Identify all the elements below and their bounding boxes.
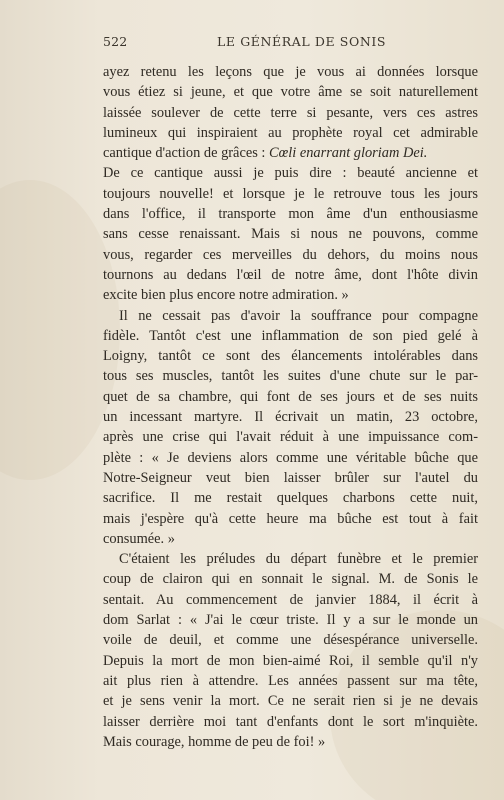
text-line: plète : « Je deviens alors comme une véritable bûche que xyxy=(103,449,478,466)
text-line: vous, regarder ces merveilles du dehors, du moins nous xyxy=(103,246,478,263)
text-line: consumée. » xyxy=(103,530,175,547)
text-line: Notre-Seigneur veut bien laisser brûler sur l'autel du xyxy=(103,469,478,486)
text-line: Loigny, tantôt ce sont des élancements intolérables dans xyxy=(103,348,478,365)
text-segment: cantique d'action de grâces : xyxy=(103,145,266,162)
text-line: ait plus rien à attendre. Les années passent sur ma tête, xyxy=(103,672,478,689)
text-line: De ce cantique aussi je puis dire : beauté ancienne et xyxy=(103,165,478,182)
text-line: coup de clairon qui en sonnait le signal. M. de Sonis le xyxy=(103,571,478,588)
text-line: sans cesse renaissant. Mais si nous ne pouvons, comme xyxy=(103,226,478,243)
text-line: Il ne cessait pas d'avoir la souffrance pour compagne xyxy=(119,307,478,324)
page-header xyxy=(103,34,478,50)
page-number: 522 xyxy=(103,34,128,49)
paragraph-suffering xyxy=(103,306,478,550)
text-line: fidèle. Tantôt c'est une inflammation de son pied gelé à xyxy=(103,327,478,344)
paper-stain xyxy=(0,180,120,480)
text-line: tous ses muscles, tantôt les suites d'une chute sur le par- xyxy=(103,368,478,385)
text-line: Mais courage, homme de peu de foi! » xyxy=(103,733,326,750)
text-line: dom Sarlat : « J'ai le cœur triste. Il y a sur le monde un xyxy=(103,612,478,629)
text-line: mais j'espère qu'à cette heure ma bûche est tout à fait xyxy=(103,510,478,527)
text-line: quet de sa chambre, qui font de ses jours et de ses nuits xyxy=(103,388,478,405)
text-line: après une crise qui l'avait réduit à une impuissance com- xyxy=(103,429,478,446)
text-line: dans l'office, il transporte mon âme d'un enthousiasme xyxy=(103,206,478,223)
text-line: un incessant martyre. Il écrivait un matin, 23 octobre, xyxy=(103,409,478,426)
text-line: tournons au dedans l'œil de notre âme, dont l'hôte divin xyxy=(103,266,478,283)
text-line: laisser derrière moi tant d'enfants dont le sort m'inquiète. xyxy=(103,713,478,730)
text-line xyxy=(103,143,478,163)
text-line: et je sens venir la mort. Ce ne serait rien si je ne devais xyxy=(103,693,478,710)
text-line: vous étiez si jeune, et que votre âme se soit naturellement xyxy=(103,84,478,101)
text-line: sentait. Au commencement de janvier 1884, il écrit à xyxy=(103,591,478,608)
text-line: ayez retenu les leçons que je vous ai données lorsque xyxy=(103,64,478,80)
text-line: lumineux qui inspiraient au prophète royal cet admirable xyxy=(103,124,478,141)
text-line: voile de deuil, et comme une désespérance universelle. xyxy=(103,632,478,649)
running-title: LE GÉNÉRAL DE SONIS xyxy=(217,34,387,49)
text-line: excite bien plus encore notre admiration. » xyxy=(103,287,349,304)
text-line: laissée soulever de cette terre si pesante, vers ces astres xyxy=(103,104,478,121)
paragraph-departure xyxy=(103,549,478,752)
text-line: Depuis la mort de mon bien-aimé Roi, il semble qu'il n'y xyxy=(103,652,478,669)
text-line: sacrifice. Il me restait quelques charbons cette nuit, xyxy=(103,490,478,507)
text-line: C'étaient les préludes du départ funèbre et le premier xyxy=(119,551,478,568)
body-text xyxy=(103,62,478,752)
paragraph-continuation xyxy=(103,62,478,306)
text-line: toujours nouvelle! et lorsque je le retrouve tous les jours xyxy=(103,185,478,202)
latin-quote: Cœli enarrant gloriam Dei. xyxy=(269,145,428,162)
